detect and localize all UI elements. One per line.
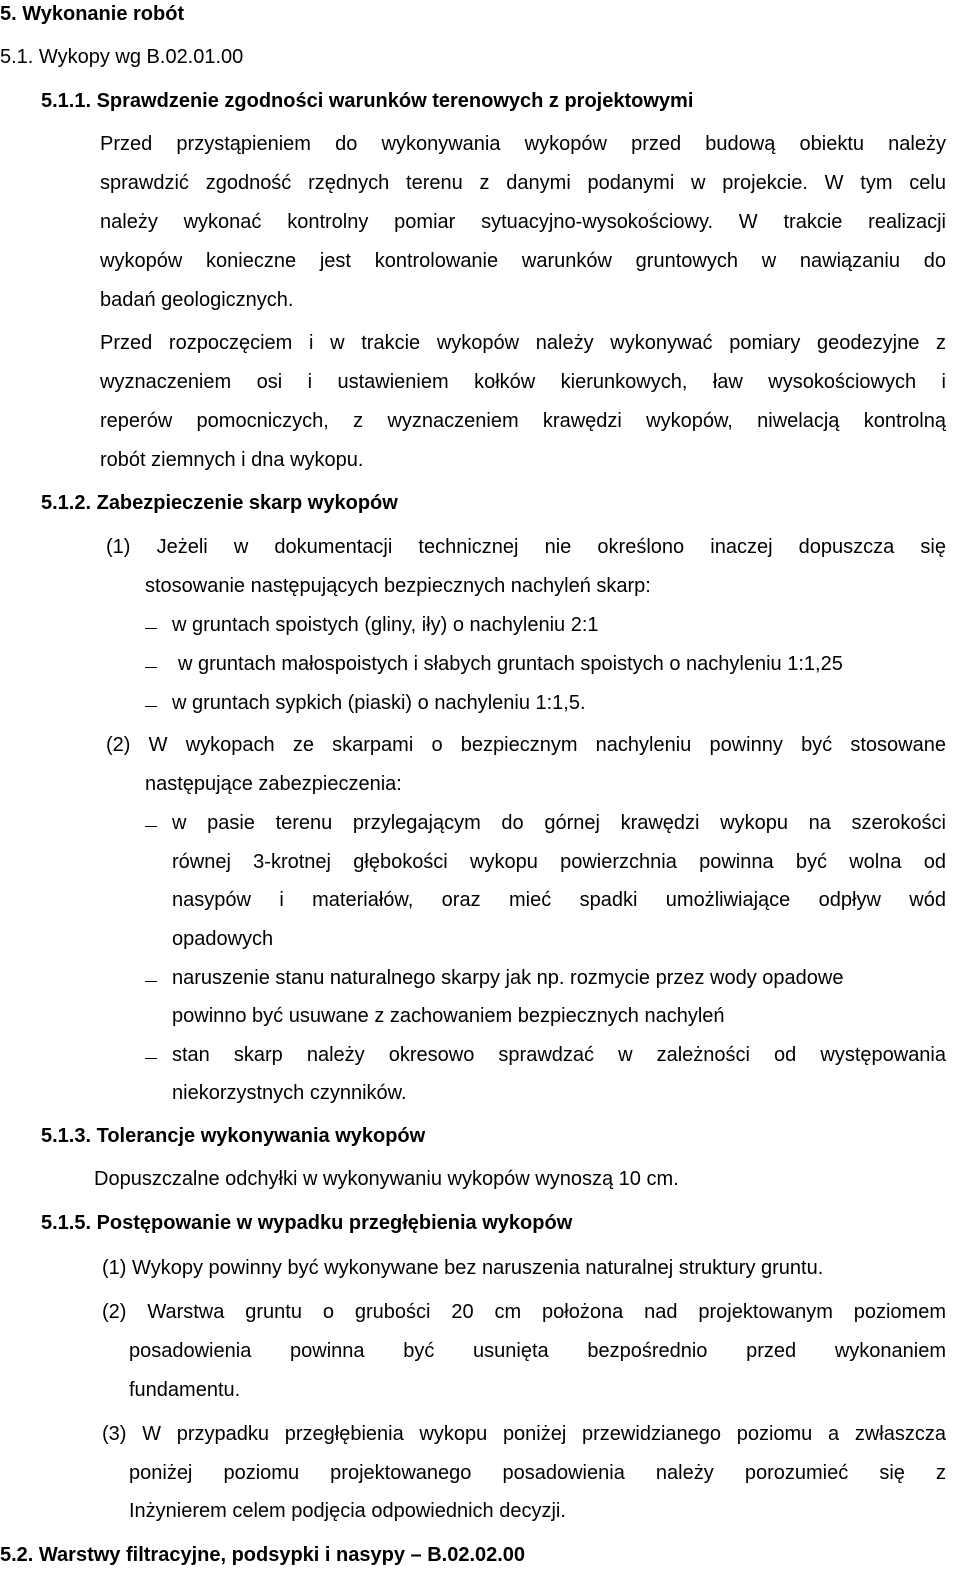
- bullet-text: naruszenie stanu naturalnego skarpy jak np. rozmycie przez wody opadowe: [172, 967, 844, 989]
- list-item-line: poniżej poziomu projektowanego posadowienia należy porozumieć się z: [129, 1462, 946, 1484]
- bullet-text: w gruntach sypkich (piaski) o nachyleniu 1:1,5.: [172, 692, 586, 714]
- bullet-text: w gruntach małospoistych i słabych gruntach spoistych o nachyleniu 1:1,25: [178, 653, 843, 675]
- paragraph-line: Przed przystąpieniem do wykonywania wykopów przed budową obiektu należy: [100, 133, 946, 155]
- paragraph-line: wyznaczeniem osi i ustawieniem kołków kierunkowych, ław wysokościowych i: [100, 371, 946, 393]
- bullet-text: równej 3-krotnej głębokości wykopu powierzchnia powinna być wolna od: [172, 851, 946, 873]
- list-item-line: Inżynierem celem podjęcia odpowiednich decyzji.: [129, 1500, 566, 1522]
- heading-5-1: 5.1. Wykopy wg B.02.01.00: [0, 46, 244, 68]
- list-item-line: następujące zabezpieczenia:: [145, 773, 402, 795]
- paragraph-line: wykopów konieczne jest kontrolowanie warunków gruntowych w nawiązaniu do: [100, 250, 946, 272]
- list-item-line: fundamentu.: [129, 1379, 241, 1401]
- heading-5-2: 5.2. Warstwy filtracyjne, podsypki i nasypy – B.02.02.00: [0, 1544, 526, 1566]
- bullet-text: w pasie terenu przylegającym do górnej krawędzi wykopu na szerokości: [172, 812, 946, 834]
- dash-bullet: [145, 826, 157, 827]
- heading-5-1-1: 5.1.1. Sprawdzenie zgodności warunków terenowych z projektowymi: [41, 90, 694, 112]
- bullet-text: stan skarp należy okresowo sprawdzać w zależności od występowania: [172, 1044, 946, 1066]
- dash-bullet: [145, 706, 157, 707]
- paragraph-line: należy wykonać kontrolny pomiar sytuacyjno-wysokościowy. W trakcie realizacji: [100, 211, 946, 233]
- bullet-text: opadowych: [172, 928, 274, 950]
- paragraph-line: robót ziemnych i dna wykopu.: [100, 449, 364, 471]
- paragraph-line: Przed rozpoczęciem i w trakcie wykopów należy wykonywać pomiary geodezyjne z: [100, 332, 946, 354]
- dash-bullet: [145, 667, 157, 668]
- list-item-line: (1) Jeżeli w dokumentacji technicznej nie określono inaczej dopuszcza się: [106, 536, 946, 558]
- list-item-line: (2) Warstwa gruntu o grubości 20 cm położona nad projektowanym poziomem: [102, 1301, 946, 1323]
- list-item-line: (1) Wykopy powinny być wykonywane bez naruszenia naturalnej struktury gruntu.: [102, 1257, 824, 1279]
- list-item-line: stosowanie następujących bezpiecznych nachyleń skarp:: [145, 575, 651, 597]
- heading-5-1-5: 5.1.5. Postępowanie w wypadku przegłębienia wykopów: [41, 1212, 573, 1234]
- list-item-line: posadowienia powinna być usunięta bezpośrednio przed wykonaniem: [129, 1340, 946, 1362]
- bullet-text: w gruntach spoistych (gliny, iły) o nachyleniu 2:1: [172, 614, 599, 636]
- heading-5-1-2: 5.1.2. Zabezpieczenie skarp wykopów: [41, 492, 398, 514]
- bullet-text: nasypów i materiałów, oraz mieć spadki umożliwiające odpływ wód: [172, 889, 946, 911]
- list-item-line: (3) W przypadku przegłębienia wykopu poniżej przewidzianego poziomu a zwłaszcza: [102, 1423, 946, 1445]
- dash-bullet: [145, 1058, 157, 1059]
- bullet-text: powinno być usuwane z zachowaniem bezpiecznych nachyleń: [172, 1005, 725, 1027]
- list-item-line: (2) W wykopach ze skarpami o bezpiecznym nachyleniu powinny być stosowane: [106, 734, 946, 756]
- paragraph-line: sprawdzić zgodność rzędnych terenu z danymi podanymi w projekcie. W tym celu: [100, 172, 946, 194]
- paragraph-line: reperów pomocniczych, z wyznaczeniem krawędzi wykopów, niwelacją kontrolną: [100, 410, 946, 432]
- heading-5: 5. Wykonanie robót: [0, 3, 185, 25]
- bullet-text: niekorzystnych czynników.: [172, 1082, 407, 1104]
- heading-5-1-3: 5.1.3. Tolerancje wykonywania wykopów: [41, 1125, 426, 1147]
- tolerance-text: Dopuszczalne odchyłki w wykonywaniu wykopów wynoszą 10 cm.: [94, 1168, 679, 1190]
- paragraph-line: badań geologicznych.: [100, 289, 294, 311]
- dash-bullet: [145, 628, 157, 629]
- dash-bullet: [145, 981, 157, 982]
